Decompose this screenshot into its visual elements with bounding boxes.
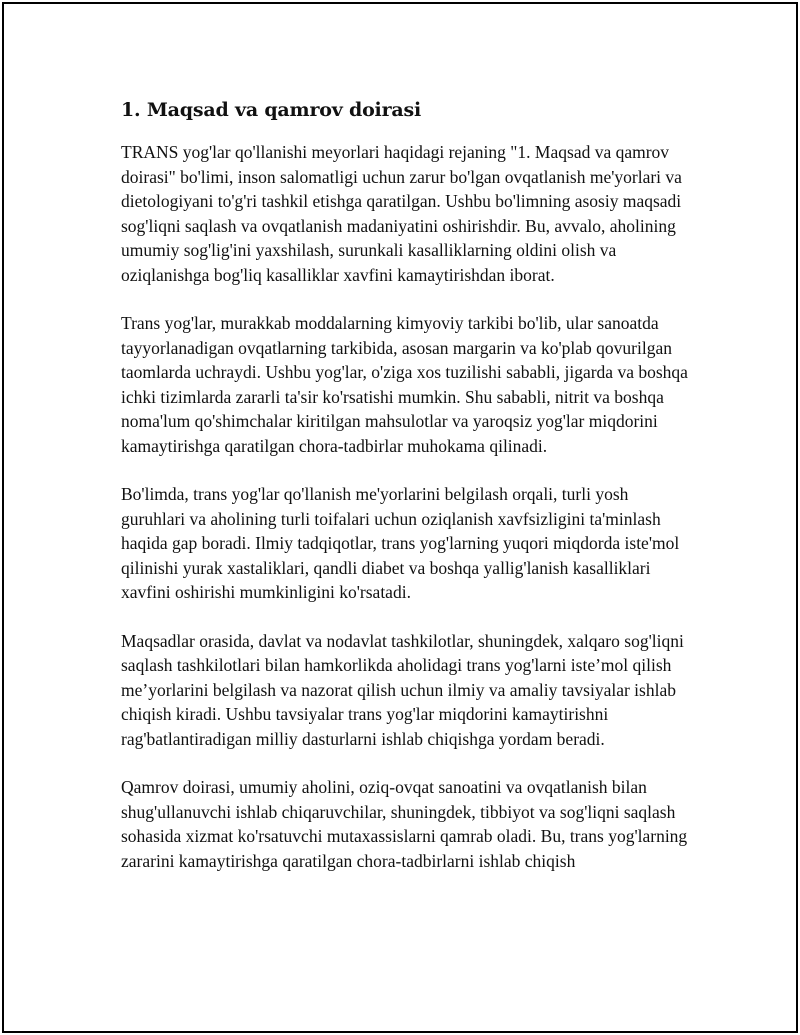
document-body [121,96,696,897]
paragraph-5: Qamrov doirasi, umumiy aholini, oziq-ovqat sanoatini va ovqatlanish bilan shug'ullanuvchi ishlab chiqaruvchilar, shuningdek, tibbiyot va sog'liqni saqlash sohasida xizmat ko'rsatuvchi mutaxassislarni qamrab oladi. Bu, trans yog'larning zararini kamaytirishga qaratilgan chora-tadbirlarni ishlab chiqish [121,777,688,871]
paragraph-4: Maqsadlar orasida, davlat va nodavlat tashkilotlar, shuningdek, xalqaro sog'liqni saqlash tashkilotlari bilan hamkorlikda aholidagi trans yog'larni iste’mol qilish me’yorlarini belgilash va nazorat qilish uchun ilmiy va amaliy tavsiyalar ishlab chiqish kiradi. Ushbu tavsiyalar trans yog'lar miqdorini kamaytirishni rag'batlantiradigan milliy dasturlarni ishlab chiqishga yordam beradi. [121,630,684,749]
section-heading: 1. Maqsad va qamrov doirasi [121,99,422,121]
document-page [2,2,798,1033]
paragraph-3: Bo'limda, trans yog'lar qo'llanish me'yorlarini belgilash orqali, turli yosh guruhlari va aholining turli toifalari uchun oziqlanish xavfsizligini ta'minlash haqida gap boradi. Ilmiy tadqiqotlar, trans yog'larning yuqori miqdorda iste'mol qilinishi yurak xastaliklari, qandli diabet va boshqa yallig'lanish kasalliklari xavfini oshirishi mumkinligini ko'rsatadi. [121,484,680,602]
paragraph-2: Trans yog'lar, murakkab moddalarning kimyoviy tarkibi bo'lib, ular sanoatda tayyorlanadigan ovqatlarning tarkibida, asosan margarin va ko'plab qovurilgan taomlarda uchraydi. Ushbu yog'lar, o'ziga xos tuzilishi sababli, jigarda va boshqa ichki tizimlarda zararli ta'sir ko'rsatishi mumkin. Shu sababli, nitrit va boshqa noma'lum qo'shimchalar kiritilgan mahsulotlar va yaroqsiz yog'lar miqdorini kamaytirishga qaratilgan chora-tadbirlar muhokama qilinadi. [121,313,688,456]
paragraph-1: TRANS yog'lar qo'llanishi meyorlari haqidagi rejaning "1. Maqsad va qamrov doirasi" bo'limi, inson salomatligi uchun zarur bo'lgan ovqatlanish me'yorlari va dietologiyani to'g'ri tashkil etishga qaratilgan. Ushbu bo'limning asosiy maqsadi sog'liqni saqlash va ovqatlanish madaniyatini oshirishdir. Bu, avvalo, aholining umumiy sog'lig'ini yaxshilash, surunkali kasalliklarning oldini olish va oziqlanishga bog'liq kasalliklar xavfini kamaytirishdan iborat. [121,142,682,285]
